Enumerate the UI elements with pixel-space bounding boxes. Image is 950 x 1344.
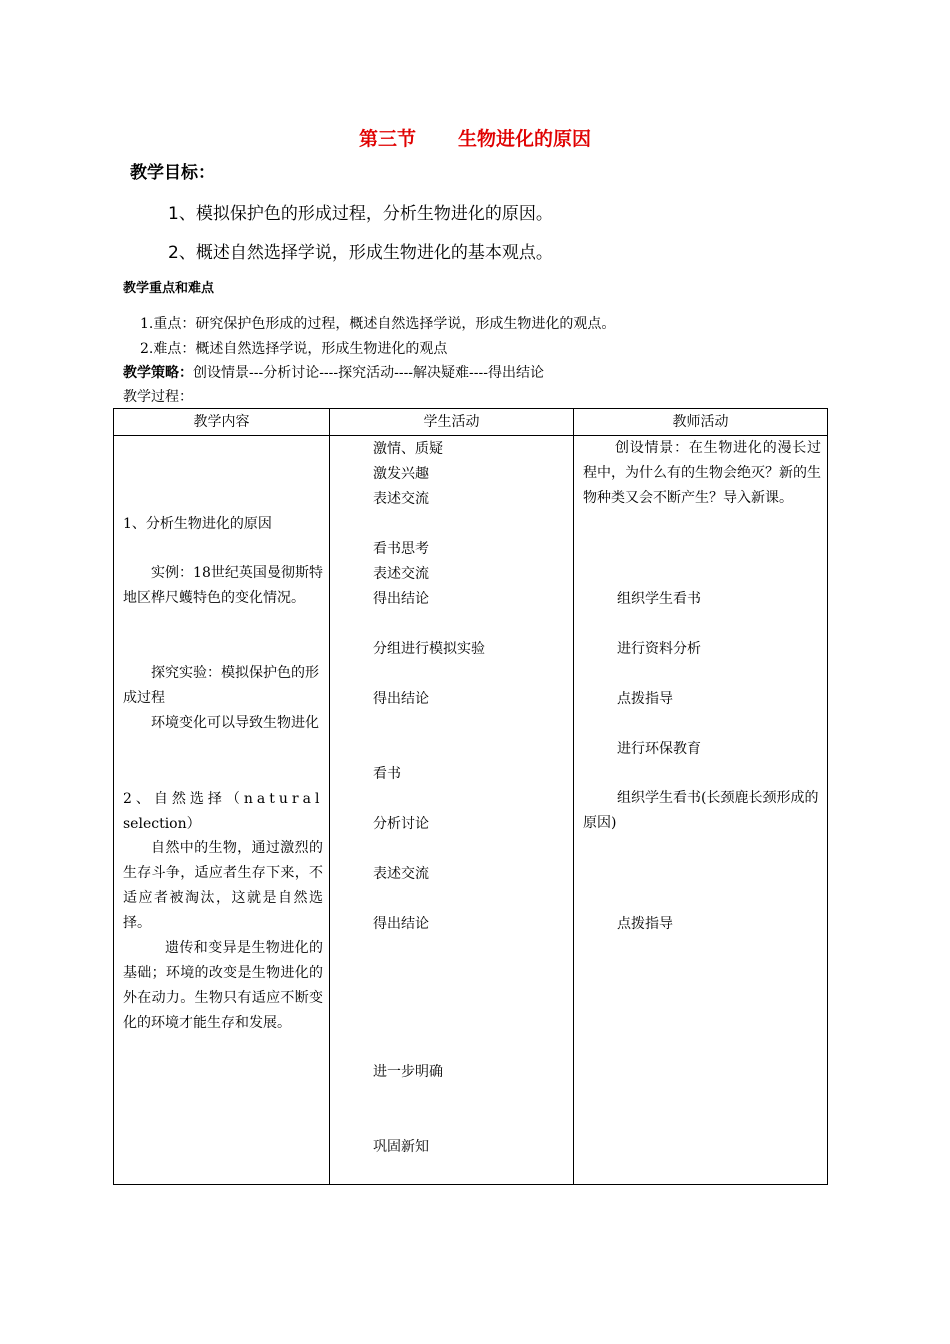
student-item: 得出结论: [373, 691, 429, 707]
content-cell: [114, 436, 330, 1185]
goal-item-1: 1、模拟保护色的形成过程，分析生物进化的原因。: [168, 204, 553, 224]
key-points-heading: 教学重点和难点: [123, 281, 215, 296]
content-basis: 遗传和变异是生物进化的基础；环境的改变是生物进化的外在动力。生物只有适应不断变化的环境才能生存和发展。: [123, 940, 323, 1031]
content-experiment: 探究实验：模拟保护色的形成过程: [123, 665, 319, 706]
student-item: 表述交流: [373, 491, 429, 507]
teacher-item: 进行资料分析: [617, 641, 701, 657]
section-name: 生物进化的原因: [458, 128, 592, 150]
content-definition: 自然中的生物，通过激烈的生存斗争，适应者生存下来，不适应者被淘汰，这就是自然选择。: [123, 840, 323, 931]
student-item: 激情、质疑: [373, 441, 443, 457]
student-item: 表述交流: [373, 566, 429, 582]
content-heading-1: 1、分析生物进化的原因: [123, 516, 272, 532]
student-cell: [330, 436, 574, 1185]
student-item: 看书思考: [373, 541, 429, 557]
table-body-row: [114, 436, 828, 1185]
page-title: [0, 124, 950, 151]
content-heading-2: 2、自然选择（natural: [123, 791, 324, 807]
table-header-row: [114, 409, 828, 436]
header-content: 教学内容: [114, 409, 330, 436]
content-heading-2-cont: selection）: [123, 816, 201, 832]
teacher-intro: 创设情景：在生物进化的漫长过程中，为什么有的生物会绝灭？新的生物种类又会不断产生？导入新课。: [583, 440, 821, 506]
student-item: 激发兴趣: [373, 466, 429, 482]
key-point-2: 2.难点：概述自然选择学说，形成生物进化的观点: [140, 341, 448, 357]
teacher-item: 点拨指导: [617, 916, 673, 932]
student-item: 看书: [373, 766, 401, 782]
key-point-1: 1.重点：研究保护色形成的过程，概述自然选择学说，形成生物进化的观点。: [140, 316, 616, 332]
student-item: 表述交流: [373, 866, 429, 882]
teacher-giraffe: 组织学生看书(长颈鹿长颈形成的原因): [583, 790, 819, 831]
section-number: 第三节: [358, 128, 416, 150]
teacher-item: 点拨指导: [617, 691, 673, 707]
student-item: 巩固新知: [373, 1139, 429, 1155]
header-student: 学生活动: [330, 409, 574, 436]
goals-heading: 教学目标：: [130, 163, 215, 183]
content-example: 实例：18世纪英国曼彻斯特地区桦尺蠖特色的变化情况。: [123, 565, 323, 606]
lesson-table: [113, 408, 828, 1185]
content-environment: 环境变化可以导致生物进化: [151, 715, 319, 731]
header-teacher: 教师活动: [574, 409, 828, 436]
teacher-cell: [574, 436, 828, 1185]
strategy-line: [123, 362, 544, 382]
strategy-text: 创设情景---分析讨论----探究活动----解决疑难----得出结论: [193, 365, 544, 381]
student-item: 得出结论: [373, 591, 429, 607]
strategy-label: 教学策略：: [123, 365, 193, 381]
student-item: 分析讨论: [373, 816, 429, 832]
teacher-item: 组织学生看书: [617, 591, 701, 607]
student-item: 得出结论: [373, 916, 429, 932]
student-item: 进一步明确: [373, 1064, 443, 1080]
goal-item-2: 2、概述自然选择学说，形成生物进化的基本观点。: [168, 243, 553, 263]
process-label: 教学过程：: [123, 389, 193, 405]
teacher-item: 进行环保教育: [617, 741, 701, 757]
student-item: 分组进行模拟实验: [373, 641, 485, 657]
